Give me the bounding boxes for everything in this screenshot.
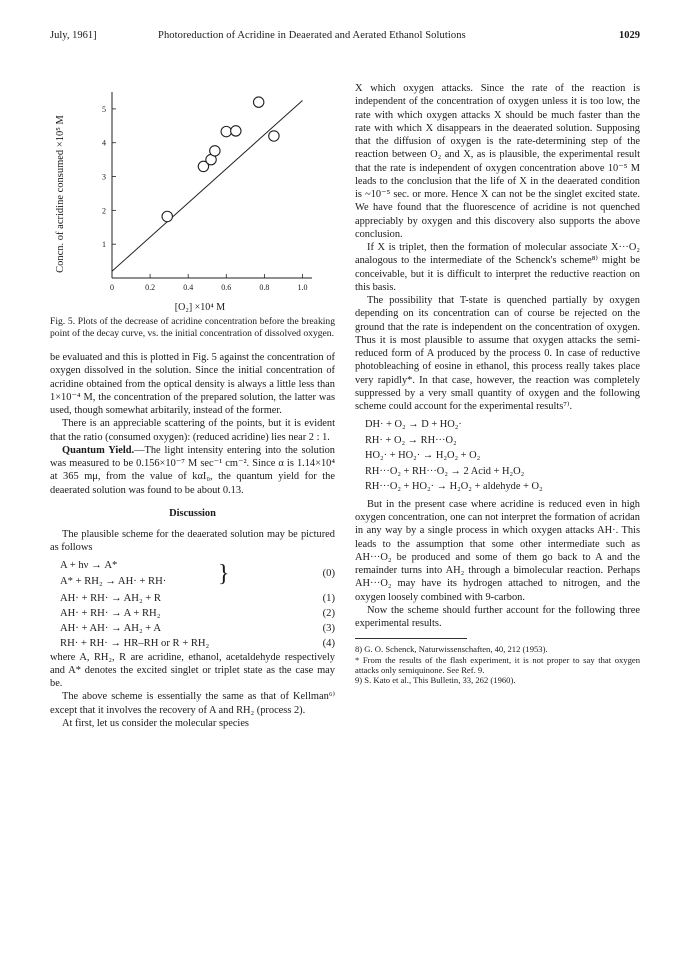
reaction-1: AH· + RH· → AH₂ + R (1) — [60, 592, 335, 604]
reaction-2: AH· + RH· → A + RH₂ (2) — [60, 607, 335, 619]
paragraph: Now the scheme should further account for the following three experimental results. — [355, 604, 640, 629]
right-column — [355, 82, 640, 686]
figure-caption: Fig. 5. Plots of the decrease of acridine concentration before the breaking point of the decay curve, vs. the initial concentration of dissolved oxygen. — [50, 316, 335, 339]
section-heading-discussion: Discussion — [169, 507, 216, 519]
paragraph: The above scheme is essentially the same as that of Kellman⁶⁾ except that it involves the recovery of A and RH₂ (process 2). — [50, 691, 335, 716]
data-point — [231, 126, 241, 136]
footnote-star: * From the results of the flash experiment, it is not proper to say that oxygen attacks only semiquinone. See Ref. 9. — [355, 654, 640, 676]
data-point — [210, 146, 220, 156]
header-title: Photoreduction of Acridine in Deaerated and Aerated Ethanol Solutions — [158, 30, 466, 41]
reaction-4: RH· + RH· → HR–RH or R + RH₂ (4) — [60, 637, 335, 649]
paragraph: The plausible scheme for the deaerated solution may be pictured as follows — [50, 529, 335, 554]
data-point — [221, 126, 231, 136]
paragraph: X which oxygen attacks. Since the rate of the reaction is independent of the concentration of oxygen unless it is too low, the rate with which oxygen attacks X should be much faster than the rate with which X disappears in the deaerated solution. Supposing that the diffusion of oxygen is the rate-determining step of the reaction between O₂ and X, as is plausible, the experimental result that the rate is independent of oxygen concentration above 10⁻⁵ M leads to the conclusion that the life of X in the deaerated condition is ~10⁻⁵ sec. or more. Hence X can not be the singlet excited state. We have found that the fluorescence of acridine is not quenched appreciably by oxygen and this discovery also supports the above conclusion. — [355, 83, 640, 240]
y-tick-label: 5 — [102, 104, 106, 114]
equation-number: (0) — [322, 567, 335, 579]
scheme-reaction: RH···O₂ + RH···O₂ → 2 Acid + H₂O₂ — [365, 465, 525, 477]
data-point — [269, 131, 279, 141]
scheme-reaction: DH· + O₂ → D + HO₂· — [365, 419, 462, 431]
quantum-yield-paragraph — [50, 444, 335, 497]
paragraph: There is an appreciable scattering of the points, but it is evident that the ratio (consumed oxygen): (reduced acridine) lies near 2 : 1. — [50, 418, 335, 443]
paragraph-text: —The light intensity entering into the solution was measured to be 0.156×10⁻⁷ M sec⁻¹ cm⁻². Since α is 1.14×10⁴ at 365 mμ, from the value of kαI₀, the quantum yield for the deaerated solution was found to be about 0.13. — [50, 444, 336, 496]
y-tick-label: 1 — [102, 240, 106, 250]
figure-5-scatter-plot — [50, 82, 340, 312]
paragraph: be evaluated and this is plotted in Fig. 5 against the concentration of oxygen dissolved in the solution. Since the initial concentration of acridine obtained from the optical density is always a little less than 1×10⁻⁴ M, the concentration of the prepared solution, the latter was used, though somewhat arbitarily, instead of the former. — [50, 352, 335, 417]
reaction-0b: A* + RH₂ → AH· + RH· — [60, 575, 167, 587]
paragraph: where A, RH₂, R are acridine, ethanol, acetaldehyde respectively and A* denotes the excited singlet or triplet state as the case may be. — [50, 651, 335, 690]
scheme-reaction: HO₂· + HO₂· → H₂O₂ + O₂ — [365, 450, 481, 462]
reaction-0a: A + hν → A* — [60, 559, 118, 571]
paragraph: At first, let us consider the molecular species — [62, 717, 249, 729]
running-header — [50, 30, 640, 46]
y-axis-label: Concn. of acridine consumed ×10⁵ M — [55, 115, 66, 273]
scheme-reaction: RH· + O₂ → RH···O₂ — [365, 434, 457, 446]
paragraph: But in the present case where acridine is reduced even in high oxygen concentration, one can not interpret the formation of acridan in any way by a single process in which oxygen attacks AH·. This leads to the assumption that some other intermediate such as AH···O₂ be produced and some of them go back to A and the remainder turns into AH₂ through a bimolecular reaction. Perhaps AH···O₂ may have its hydrogen attached to nitrogen, and the oxygen loosely combined with 9-carbon. — [355, 498, 640, 603]
left-column — [50, 316, 335, 730]
header-date: July, 1961] — [50, 30, 97, 41]
paragraph: The possibility that T-state is quenched partially by oxygen depending on its concentration can of course be rejected on the ground that the rate is independent on the concentration of oxygen. Thus it is most plausible to assume that oxygen attacks the semi-reduced form of A produced by the process 0. In case of reductive photobleaching of eosine in ethanol, this process really takes place very rapidly*. In that case, however, the reaction was completely suppressed by a very small quantity of oxygen and the following scheme could account for the experimental results⁷⁾. — [355, 295, 640, 412]
y-tick-label: 2 — [102, 206, 106, 216]
x-tick-label: 0.2 — [145, 283, 156, 292]
x-tick-label: 0.8 — [259, 283, 270, 292]
x-axis-label: [O₂] ×10⁴ M — [174, 302, 226, 312]
x-tick-label: 0 — [110, 283, 114, 292]
section-heading-quantum-yield: Quantum Yield. — [62, 444, 135, 456]
scheme-reaction: RH···O₂ + HO₂· → H₂O₂ + aldehyde + O₂ — [365, 481, 543, 493]
footnote-9: 9) S. Kato et al., This Bulletin, 33, 262 (1960). — [355, 675, 516, 686]
footnote-8: 8) G. O. Schenck, Naturwissenschaften, 40, 212 (1953). — [355, 644, 548, 655]
x-tick-label: 0.4 — [183, 283, 194, 292]
x-tick-label: 0.6 — [221, 283, 232, 292]
page-number: 1029 — [619, 30, 640, 41]
y-tick-label: 3 — [102, 172, 106, 182]
footnote-rule — [355, 638, 467, 639]
paragraph: If X is triplet, then the formation of molecular associate X···O₂ analogous to the intermediate of the Schenck's scheme⁸⁾ might be conceivable, but it is difficult to interpret the reductive reaction on this basis. — [355, 242, 640, 293]
data-point — [253, 97, 263, 107]
brace: } — [218, 560, 230, 587]
y-tick-label: 4 — [102, 138, 106, 148]
fit-line — [112, 100, 302, 271]
x-tick-label: 1.0 — [297, 283, 308, 292]
reaction-0 — [50, 559, 335, 591]
data-point — [162, 211, 172, 221]
reaction-3: AH· + AH· → AH₂ + A (3) — [60, 622, 335, 634]
